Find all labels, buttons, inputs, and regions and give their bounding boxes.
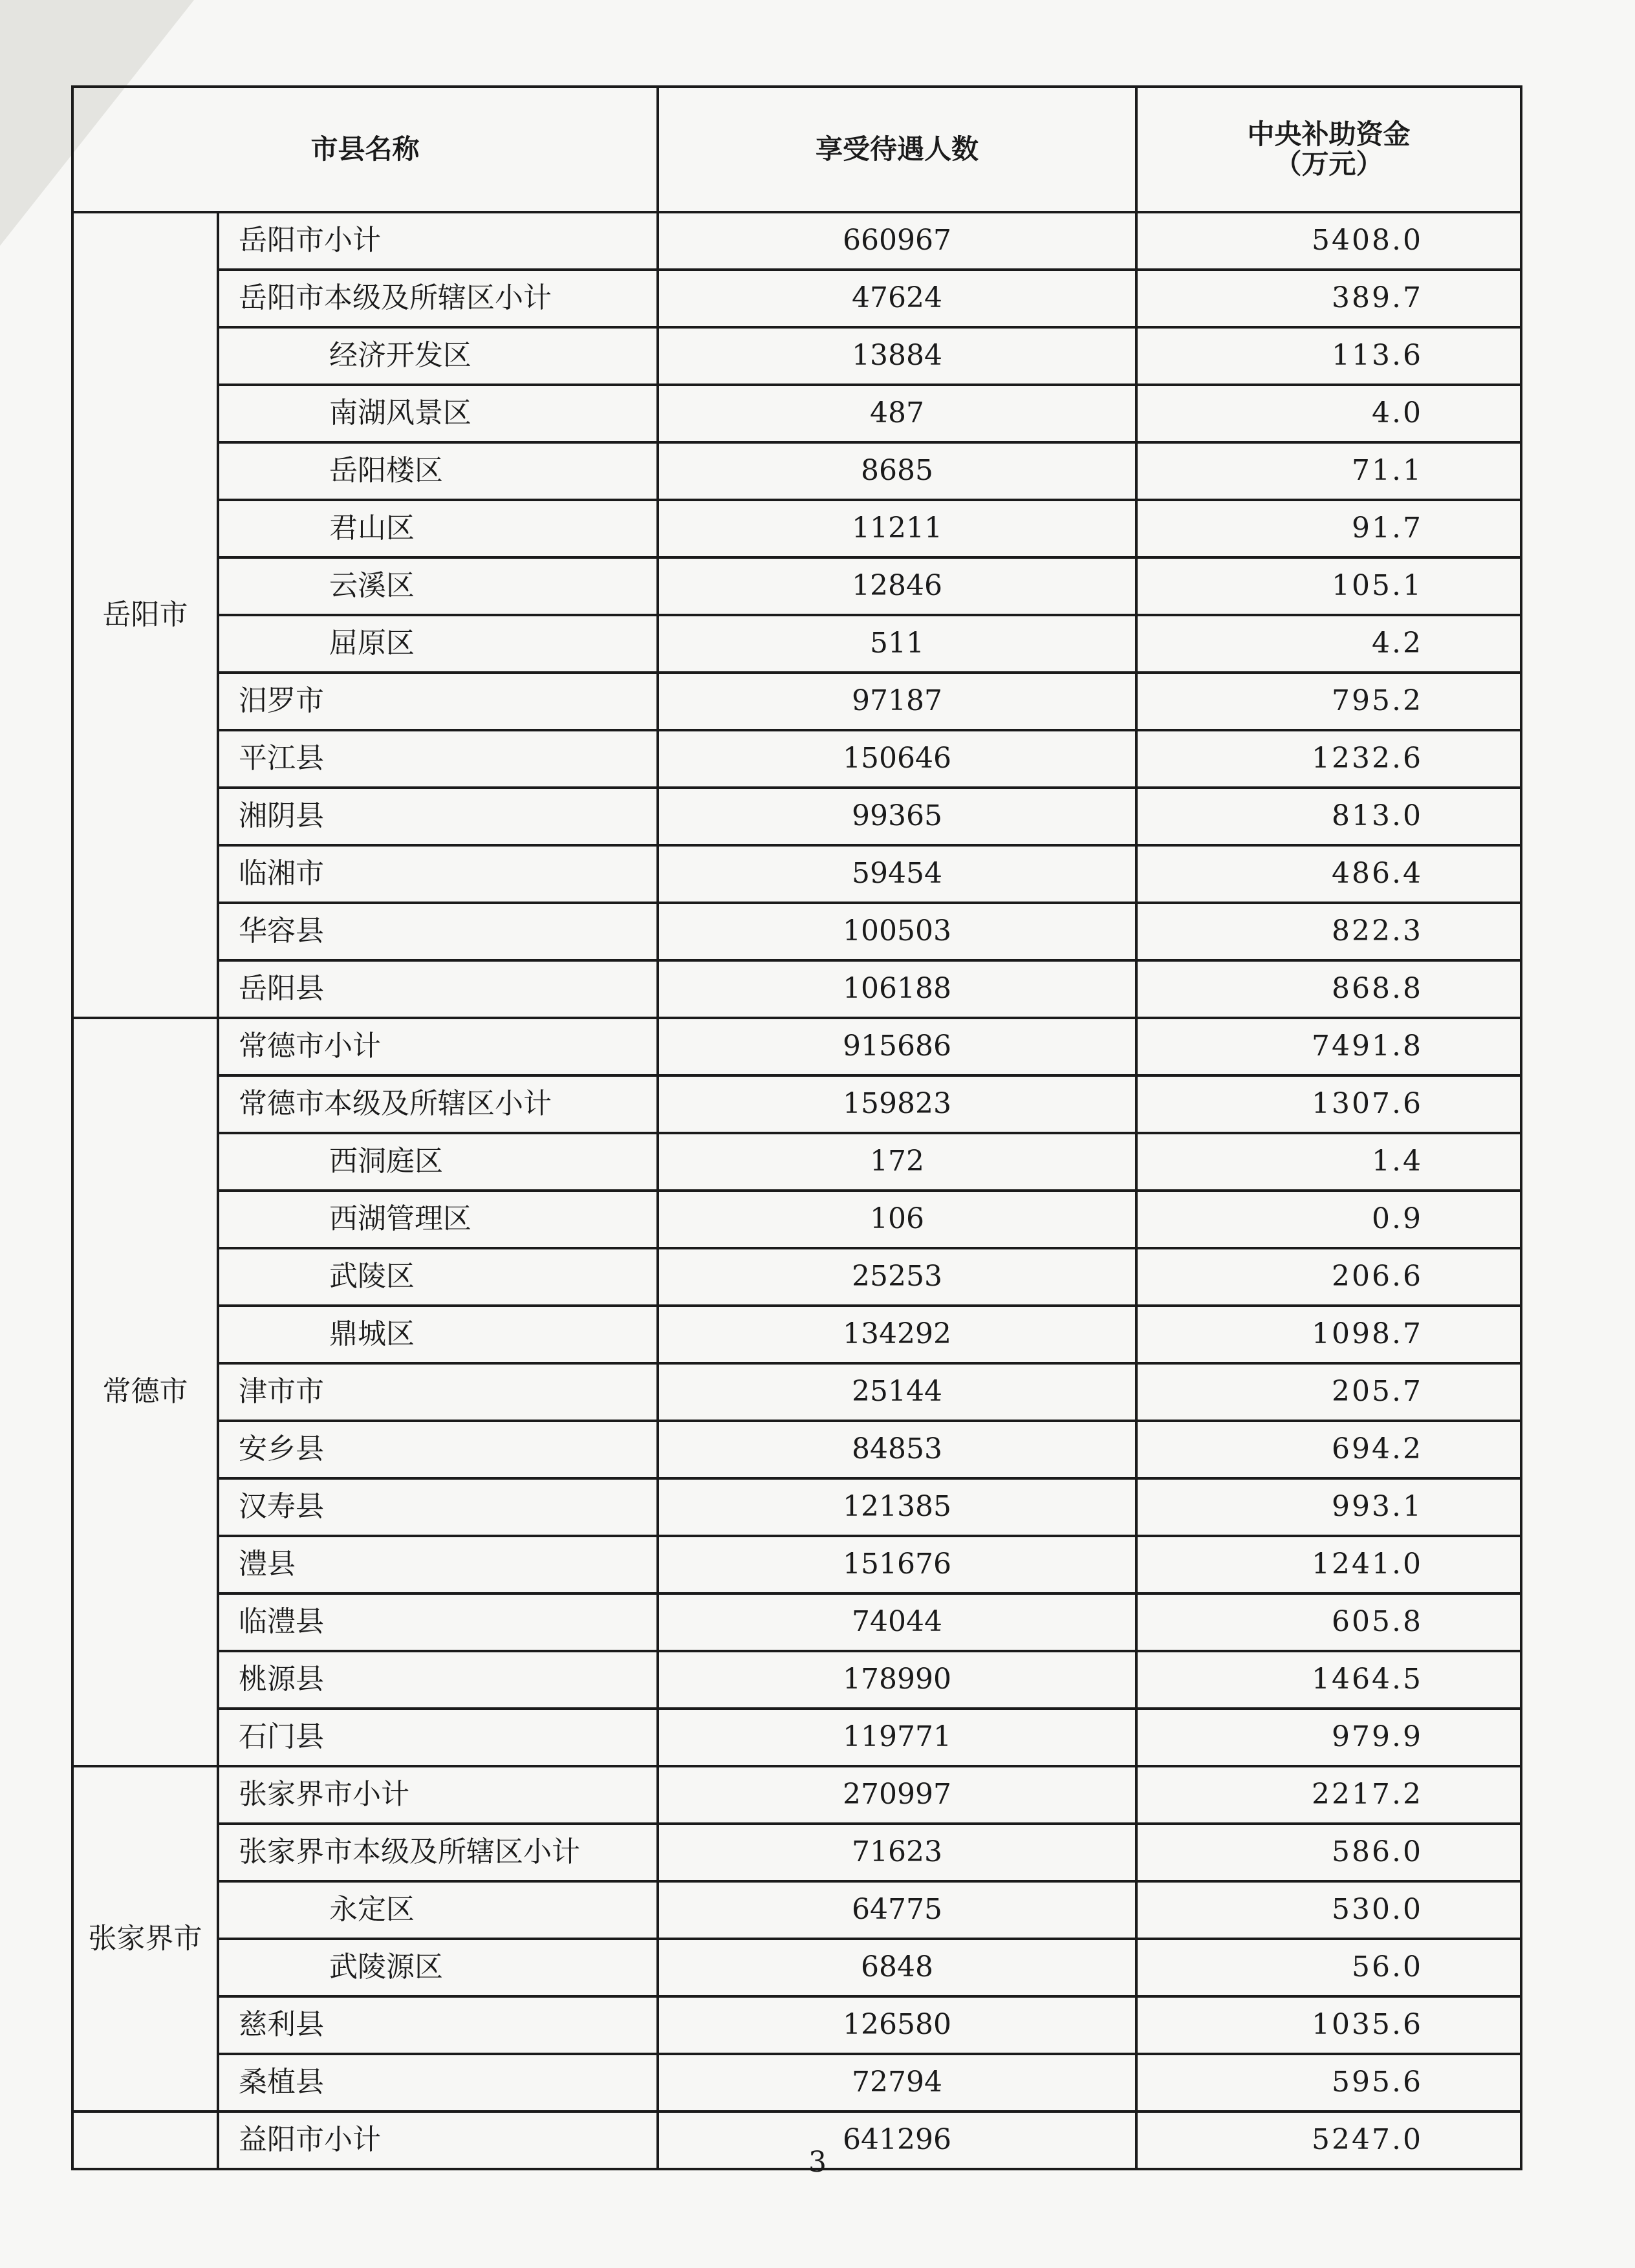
table-row — [72, 1651, 1521, 1709]
region-name-cell: 云溪区 — [218, 557, 658, 615]
beneficiary-count-cell: 121385 — [658, 1478, 1136, 1536]
subsidy-fund-cell: 7491.8 — [1136, 1018, 1521, 1075]
beneficiary-count-cell: 660967 — [658, 212, 1136, 270]
subsidy-fund-cell: 993.1 — [1136, 1478, 1521, 1536]
beneficiary-count-cell: 47624 — [658, 270, 1136, 327]
subsidy-fund-cell: 56.0 — [1136, 1939, 1521, 1996]
header-fund-line2: （万元） — [1274, 148, 1383, 180]
city-name-cell: 岳阳市 — [72, 212, 218, 1018]
beneficiary-count-cell: 106188 — [658, 960, 1136, 1018]
region-name-cell: 西湖管理区 — [218, 1191, 658, 1248]
region-name-cell: 华容县 — [218, 903, 658, 960]
subsidy-fund-cell: 486.4 — [1136, 845, 1521, 903]
region-name-cell: 临澧县 — [218, 1593, 658, 1651]
header-fund-line1: 中央补助资金 — [1247, 118, 1411, 150]
header-fund — [1136, 87, 1521, 212]
beneficiary-count-cell: 106 — [658, 1191, 1136, 1248]
table-row — [72, 960, 1521, 1018]
beneficiary-count-cell: 99365 — [658, 788, 1136, 845]
subsidy-fund-cell: 105.1 — [1136, 557, 1521, 615]
beneficiary-count-cell: 12846 — [658, 557, 1136, 615]
subsidy-fund-cell: 1035.6 — [1136, 1996, 1521, 2054]
region-name-cell: 岳阳楼区 — [218, 442, 658, 500]
region-name-cell: 常德市本级及所辖区小计 — [218, 1075, 658, 1133]
subsidy-fund-cell: 2217.2 — [1136, 1766, 1521, 1824]
beneficiary-count-cell: 72794 — [658, 2054, 1136, 2111]
region-name-cell: 张家界市小计 — [218, 1766, 658, 1824]
beneficiary-count-cell: 159823 — [658, 1075, 1136, 1133]
subsidy-fund-cell: 868.8 — [1136, 960, 1521, 1018]
beneficiary-count-cell: 25144 — [658, 1363, 1136, 1421]
table-row — [72, 557, 1521, 615]
subsidy-fund-cell: 389.7 — [1136, 270, 1521, 327]
table-row — [72, 1766, 1521, 1824]
header-region: 市县名称 — [72, 87, 658, 212]
region-name-cell: 西洞庭区 — [218, 1133, 658, 1191]
region-name-cell: 南湖风景区 — [218, 385, 658, 442]
region-name-cell: 永定区 — [218, 1881, 658, 1939]
table-row — [72, 1306, 1521, 1363]
beneficiary-count-cell: 150646 — [658, 730, 1136, 788]
region-name-cell: 桑植县 — [218, 2054, 658, 2111]
subsidy-fund-cell: 1307.6 — [1136, 1075, 1521, 1133]
subsidy-fund-cell: 530.0 — [1136, 1881, 1521, 1939]
subsidy-fund-cell: 979.9 — [1136, 1709, 1521, 1766]
region-name-cell: 安乡县 — [218, 1421, 658, 1478]
table-row — [72, 385, 1521, 442]
beneficiary-count-cell: 178990 — [658, 1651, 1136, 1709]
table-body — [72, 212, 1521, 2169]
beneficiary-count-cell: 97187 — [658, 673, 1136, 730]
beneficiary-count-cell: 100503 — [658, 903, 1136, 960]
table-header-row — [72, 87, 1521, 212]
beneficiary-count-cell: 511 — [658, 615, 1136, 673]
region-name-cell: 临湘市 — [218, 845, 658, 903]
region-name-cell: 石门县 — [218, 1709, 658, 1766]
region-name-cell: 岳阳市本级及所辖区小计 — [218, 270, 658, 327]
subsidy-fund-cell: 91.7 — [1136, 500, 1521, 557]
table-row — [72, 270, 1521, 327]
subsidy-table — [71, 85, 1522, 2170]
region-name-cell: 桃源县 — [218, 1651, 658, 1709]
beneficiary-count-cell: 71623 — [658, 1824, 1136, 1881]
beneficiary-count-cell: 151676 — [658, 1536, 1136, 1593]
region-name-cell: 益阳市小计 — [218, 2111, 658, 2169]
region-name-cell: 常德市小计 — [218, 1018, 658, 1075]
region-name-cell: 武陵源区 — [218, 1939, 658, 1996]
subsidy-fund-cell: 1464.5 — [1136, 1651, 1521, 1709]
subsidy-fund-cell: 113.6 — [1136, 327, 1521, 385]
beneficiary-count-cell: 6848 — [658, 1939, 1136, 1996]
beneficiary-count-cell: 84853 — [658, 1421, 1136, 1478]
beneficiary-count-cell: 8685 — [658, 442, 1136, 500]
table-row — [72, 1191, 1521, 1248]
region-name-cell: 屈原区 — [218, 615, 658, 673]
table-row — [72, 1075, 1521, 1133]
table-row — [72, 730, 1521, 788]
subsidy-fund-cell: 605.8 — [1136, 1593, 1521, 1651]
beneficiary-count-cell: 59454 — [658, 845, 1136, 903]
table-row — [72, 1709, 1521, 1766]
table-row — [72, 1018, 1521, 1075]
beneficiary-count-cell: 64775 — [658, 1881, 1136, 1939]
beneficiary-count-cell: 13884 — [658, 327, 1136, 385]
table-row — [72, 442, 1521, 500]
table-row — [72, 903, 1521, 960]
subsidy-fund-cell: 205.7 — [1136, 1363, 1521, 1421]
table-row — [72, 1536, 1521, 1593]
region-name-cell: 慈利县 — [218, 1996, 658, 2054]
subsidy-fund-cell: 1098.7 — [1136, 1306, 1521, 1363]
table-row — [72, 1478, 1521, 1536]
table-row — [72, 1133, 1521, 1191]
header-count: 享受待遇人数 — [658, 87, 1136, 212]
subsidy-fund-cell: 4.2 — [1136, 615, 1521, 673]
table-row — [72, 1363, 1521, 1421]
subsidy-fund-cell: 795.2 — [1136, 673, 1521, 730]
table-row — [72, 327, 1521, 385]
beneficiary-count-cell: 487 — [658, 385, 1136, 442]
beneficiary-count-cell: 641296 — [658, 2111, 1136, 2169]
subsidy-fund-cell: 4.0 — [1136, 385, 1521, 442]
beneficiary-count-cell: 134292 — [658, 1306, 1136, 1363]
beneficiary-count-cell: 119771 — [658, 1709, 1136, 1766]
page-number: 3 — [808, 2146, 827, 2179]
beneficiary-count-cell: 172 — [658, 1133, 1136, 1191]
region-name-cell: 湘阴县 — [218, 788, 658, 845]
subsidy-fund-cell: 5247.0 — [1136, 2111, 1521, 2169]
beneficiary-count-cell: 126580 — [658, 1996, 1136, 2054]
region-name-cell: 君山区 — [218, 500, 658, 557]
subsidy-fund-cell: 586.0 — [1136, 1824, 1521, 1881]
subsidy-fund-cell: 822.3 — [1136, 903, 1521, 960]
region-name-cell: 岳阳县 — [218, 960, 658, 1018]
subsidy-fund-cell: 1241.0 — [1136, 1536, 1521, 1593]
table-row — [72, 500, 1521, 557]
beneficiary-count-cell: 25253 — [658, 1248, 1136, 1306]
table-row — [72, 212, 1521, 270]
beneficiary-count-cell: 74044 — [658, 1593, 1136, 1651]
table-row — [72, 1421, 1521, 1478]
beneficiary-count-cell: 270997 — [658, 1766, 1136, 1824]
table-row — [72, 1824, 1521, 1881]
subsidy-fund-cell: 694.2 — [1136, 1421, 1521, 1478]
table-row — [72, 2054, 1521, 2111]
subsidy-fund-cell: 0.9 — [1136, 1191, 1521, 1248]
table-row — [72, 1593, 1521, 1651]
table-row — [72, 615, 1521, 673]
subsidy-fund-cell: 1.4 — [1136, 1133, 1521, 1191]
city-name-cell: 常德市 — [72, 1018, 218, 1766]
table-row — [72, 1248, 1521, 1306]
table-row — [72, 1939, 1521, 1996]
city-name-cell: 张家界市 — [72, 1766, 218, 2111]
table-row — [72, 673, 1521, 730]
table-row — [72, 845, 1521, 903]
region-name-cell: 汨罗市 — [218, 673, 658, 730]
region-name-cell: 经济开发区 — [218, 327, 658, 385]
region-name-cell: 津市市 — [218, 1363, 658, 1421]
region-name-cell: 澧县 — [218, 1536, 658, 1593]
subsidy-fund-cell: 813.0 — [1136, 788, 1521, 845]
region-name-cell: 岳阳市小计 — [218, 212, 658, 270]
region-name-cell: 武陵区 — [218, 1248, 658, 1306]
beneficiary-count-cell: 915686 — [658, 1018, 1136, 1075]
table-row — [72, 788, 1521, 845]
subsidy-fund-cell: 5408.0 — [1136, 212, 1521, 270]
region-name-cell: 鼎城区 — [218, 1306, 658, 1363]
beneficiary-count-cell: 11211 — [658, 500, 1136, 557]
subsidy-fund-cell: 206.6 — [1136, 1248, 1521, 1306]
region-name-cell: 平江县 — [218, 730, 658, 788]
subsidy-fund-cell: 595.6 — [1136, 2054, 1521, 2111]
subsidy-fund-cell: 1232.6 — [1136, 730, 1521, 788]
region-name-cell: 汉寿县 — [218, 1478, 658, 1536]
table-row — [72, 1881, 1521, 1939]
region-name-cell: 张家界市本级及所辖区小计 — [218, 1824, 658, 1881]
subsidy-fund-cell: 71.1 — [1136, 442, 1521, 500]
table-row — [72, 1996, 1521, 2054]
